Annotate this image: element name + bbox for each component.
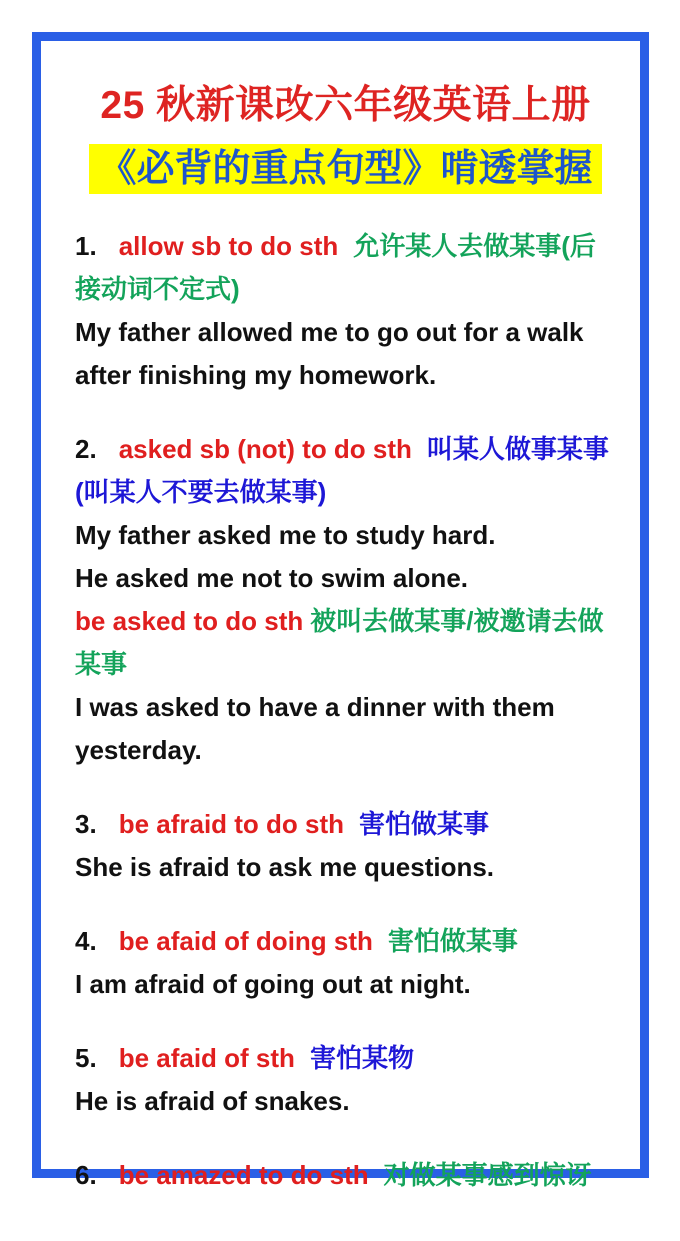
pattern-item-1 [75, 225, 616, 397]
phrase-text: asked sb (not) to do sth [118, 434, 412, 464]
pattern-item-3 [75, 803, 616, 889]
pattern-head [75, 428, 616, 514]
subtitle-row [75, 144, 616, 194]
translation-text: 被叫去做某事/被邀请去做某事 [75, 606, 604, 679]
main-title: 25 秋新课改六年级英语上册 [100, 84, 591, 127]
pattern-head [75, 600, 616, 686]
example-sentence: I was asked to have a dinner with them yesterday. [75, 692, 555, 765]
example-sentence: My father allowed me to go out for a walk after finishing my homework. [75, 317, 584, 390]
example-sentence: She is afraid to ask me questions. [75, 852, 495, 882]
highlighted-subtitle: 《必背的重点句型》啃透掌握 [89, 144, 601, 194]
translation-text: 对做某事感到惊讶 [383, 1160, 592, 1190]
translation-text: 害怕做某事 [359, 809, 490, 839]
translation-text: 害怕某物 [309, 1043, 414, 1073]
phrase-text: be afaid of doing sth [118, 926, 373, 956]
item-number: 2. [75, 434, 97, 464]
pattern-item-2 [75, 428, 616, 772]
pattern-item-5 [75, 1037, 616, 1123]
item-number: 5. [75, 1043, 97, 1073]
translation-text: 叫某人做事某事(叫某人不要去做某事) [75, 434, 609, 507]
item-number: 6. [75, 1160, 97, 1190]
sub-pattern [75, 600, 616, 772]
example-sentence: My father asked me to study hard. [75, 520, 496, 550]
pattern-head [75, 1037, 616, 1080]
example-sentence: I am afraid of going out at night. [75, 969, 471, 999]
phrase-text: be asked to do sth [75, 606, 304, 636]
item-number: 4. [75, 926, 97, 956]
translation-text: 害怕做某事 [387, 926, 518, 956]
pattern-head [75, 920, 616, 963]
phrase-text: be amazed to do sth [118, 1160, 369, 1190]
pattern-item-4 [75, 920, 616, 1006]
pattern-head [75, 225, 616, 311]
phrase-text: be afraid to do sth [118, 809, 345, 839]
phrase-text: be afaid of sth [118, 1043, 295, 1073]
translation-text: 允许某人去做某事(后接动词不定式) [75, 231, 596, 304]
pattern-item-6 [75, 1154, 616, 1197]
document-frame [32, 32, 649, 1190]
example-sentence: He asked me not to swim alone. [75, 563, 468, 593]
pattern-list [75, 225, 616, 1197]
pattern-head [75, 803, 616, 846]
item-number: 1. [75, 231, 97, 261]
header [75, 81, 616, 131]
item-number: 3. [75, 809, 97, 839]
phrase-text: allow sb to do sth [118, 231, 339, 261]
pattern-head [75, 1154, 616, 1197]
example-sentence: He is afraid of snakes. [75, 1086, 350, 1116]
